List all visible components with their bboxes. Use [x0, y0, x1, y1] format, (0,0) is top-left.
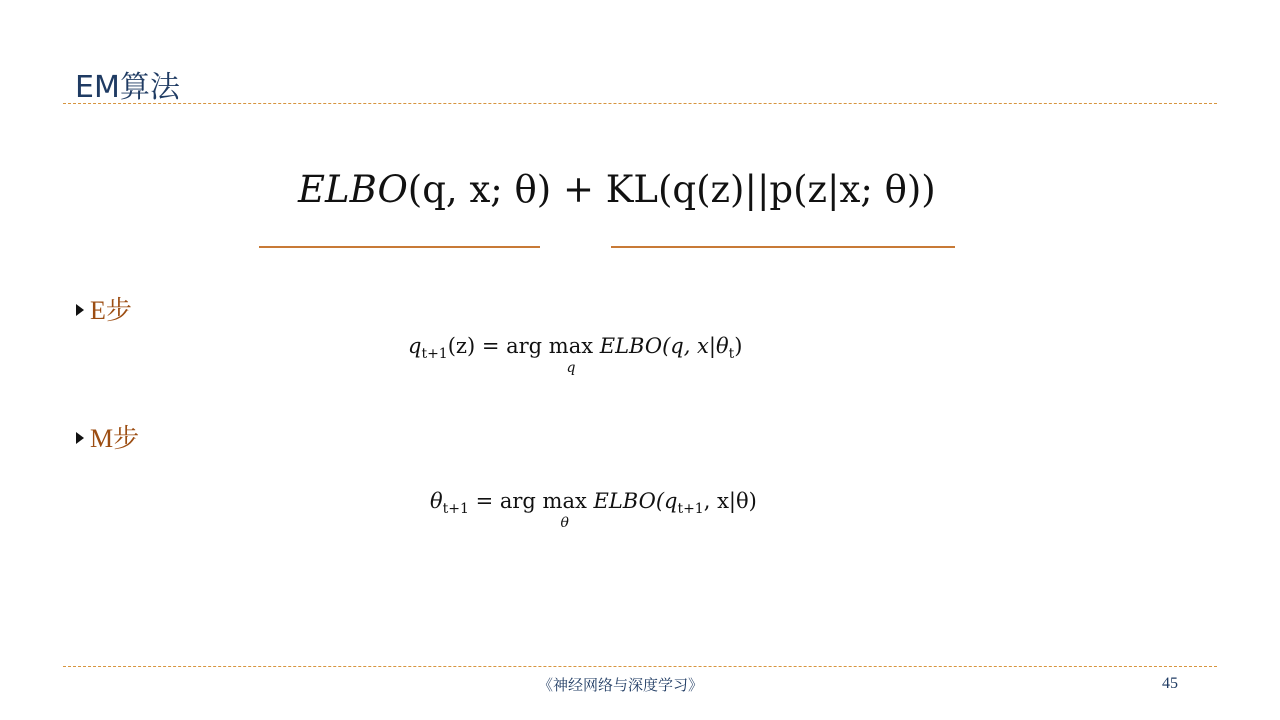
m-op: max: [542, 489, 587, 513]
e-op-under: q: [566, 360, 576, 376]
bullet-label: E步: [90, 296, 132, 325]
footer-divider: [63, 666, 1217, 667]
m-step-equation-clip: [420, 486, 840, 530]
page-number: 45: [1162, 675, 1178, 692]
m-step-equation: [430, 489, 757, 530]
e-lhs-var: q: [408, 334, 422, 358]
bullet-m-step: [76, 418, 139, 455]
e-rhs: ELBO(q, x|θ: [593, 334, 729, 358]
elbo-args: (q, x; θ): [407, 168, 552, 211]
m-eq: = arg: [468, 489, 543, 513]
m-op-under: θ: [560, 515, 569, 530]
bullet-label: M步: [90, 424, 140, 453]
elbo-term: ELBO: [298, 168, 408, 211]
bullet-e-step: [76, 290, 132, 327]
title-divider: [63, 103, 1217, 104]
m-rhs-sub: t+1: [677, 501, 704, 518]
e-step-equation: [408, 334, 743, 376]
footer-book-title: 《神经网络与深度学习》: [538, 676, 704, 694]
kl-underline: [611, 246, 955, 248]
main-equation: [298, 168, 936, 211]
m-lhs-var: θ: [430, 489, 443, 513]
m-argmax: [542, 489, 587, 530]
kl-args: (q(z)||p(z|x; θ)): [658, 168, 936, 211]
kl-term: KL: [605, 168, 658, 211]
e-lhs-sub: t+1: [421, 346, 448, 363]
elbo-underline: [259, 246, 540, 248]
page-title: EM算法: [75, 70, 180, 105]
e-argmax: [548, 334, 594, 376]
bullet-triangle-icon: [76, 304, 84, 316]
m-lhs-sub: t+1: [442, 501, 469, 518]
m-rhs-a: ELBO(q: [586, 489, 678, 513]
e-op: max: [548, 334, 594, 358]
e-close: ): [734, 334, 743, 358]
e-lhs-arg: (z): [447, 334, 476, 358]
plus-sign: +: [551, 168, 606, 211]
e-rhs-sub: t: [728, 346, 735, 363]
e-eq: = arg: [475, 334, 549, 358]
m-rhs-b: , x|θ): [703, 489, 757, 513]
bullet-triangle-icon: [76, 432, 84, 444]
